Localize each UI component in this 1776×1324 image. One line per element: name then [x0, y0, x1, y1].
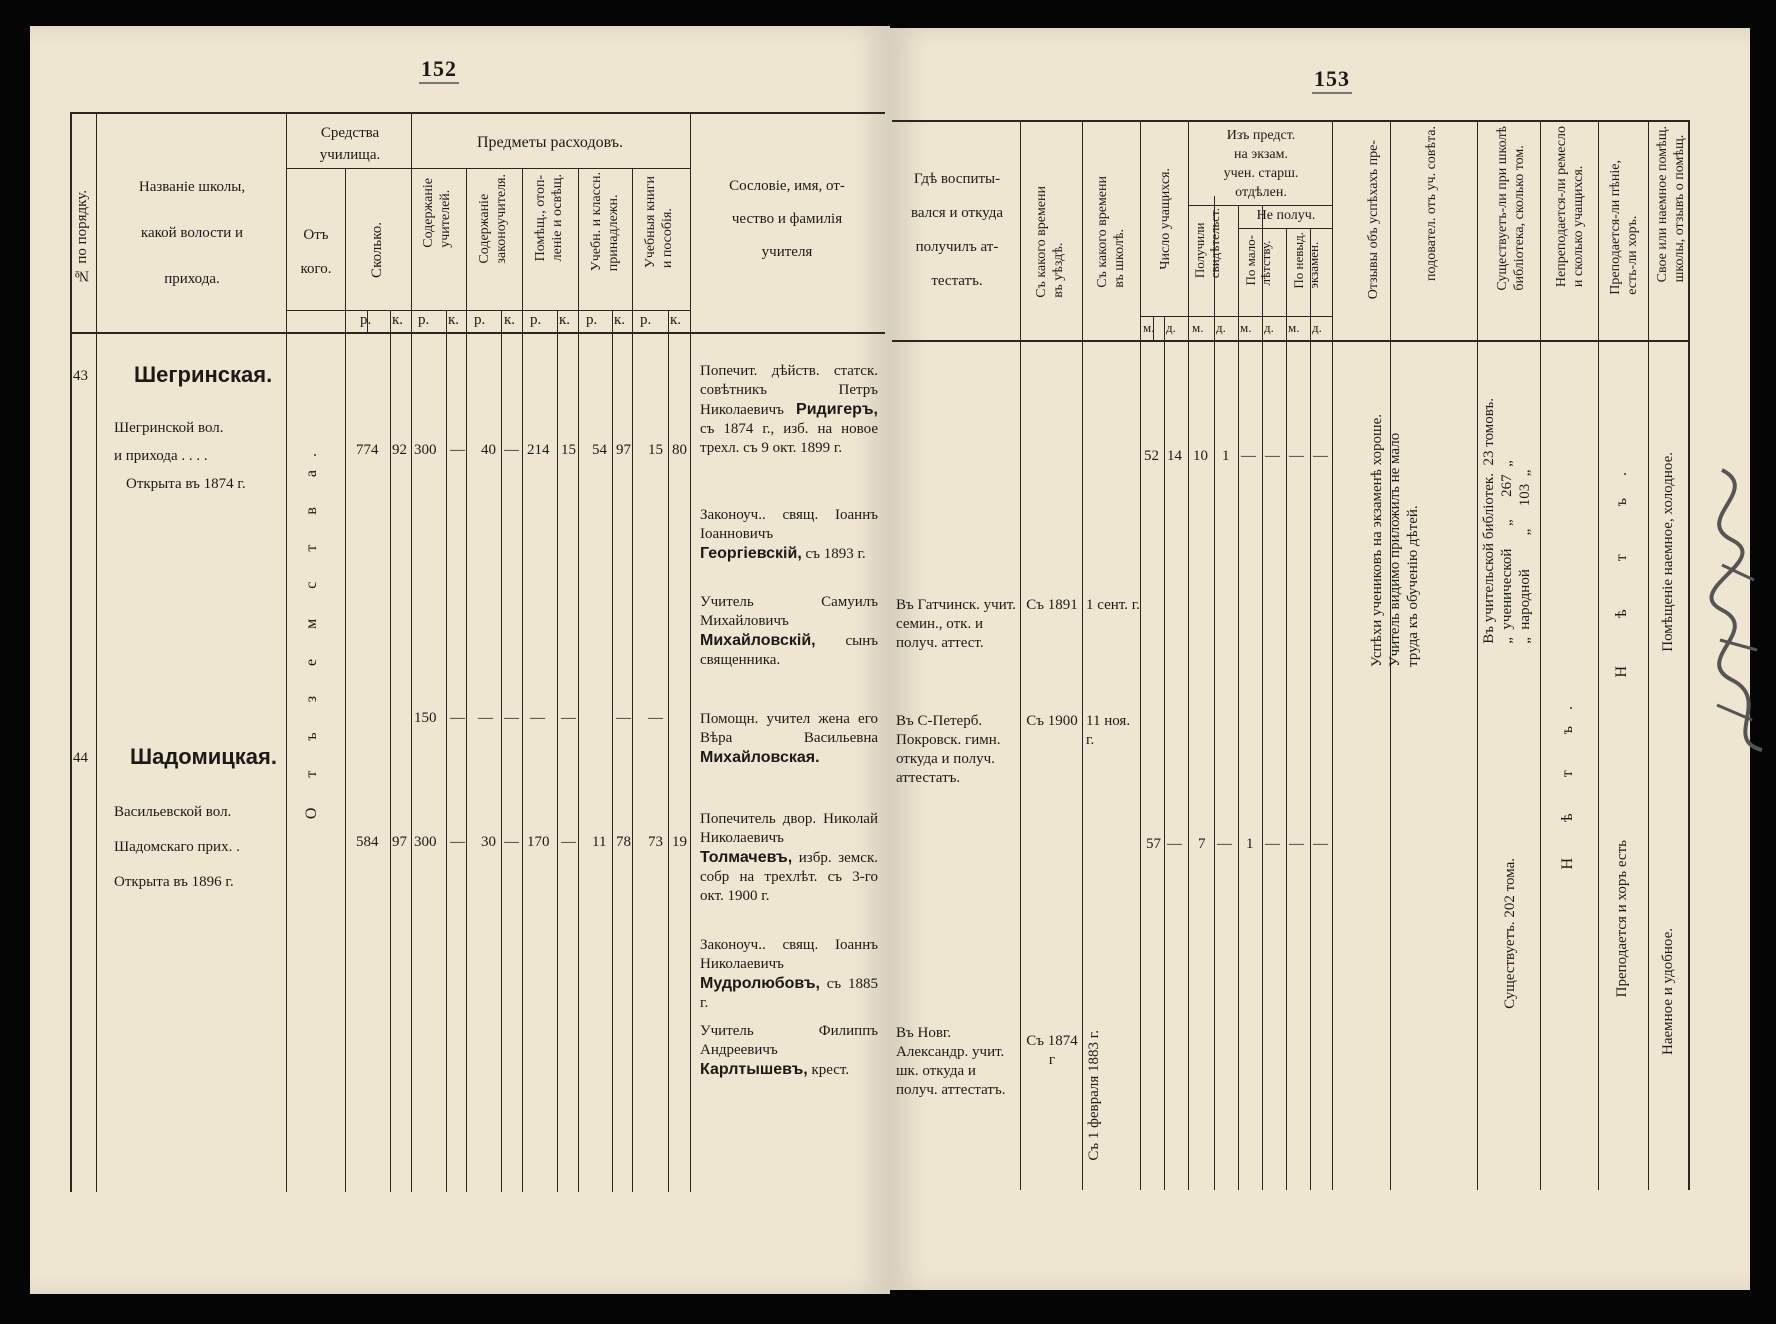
value: —	[450, 834, 465, 850]
header-line: въ уѣздѣ.	[1051, 242, 1066, 298]
header-line: свидѣтельст.	[1207, 208, 1222, 279]
rule	[1140, 316, 1332, 317]
female-mark: д.	[1312, 320, 1322, 335]
rule	[1332, 120, 1333, 1190]
value: —	[1217, 836, 1232, 852]
header-teacher	[692, 170, 882, 269]
value: 97	[616, 442, 631, 458]
kopeck-mark: к.	[392, 312, 404, 328]
remark-line: труда къ обученію дѣтей.	[1405, 505, 1421, 667]
rule	[892, 340, 1690, 342]
rule	[1214, 196, 1215, 1190]
since-school: 11 ноя. г.	[1086, 713, 1131, 748]
zemstvo-label: О т ъ з е м с т в а.	[303, 440, 320, 820]
rule	[1648, 120, 1649, 1190]
header-line: леніе и освѣщ.	[550, 174, 565, 262]
header-line: въ школѣ.	[1112, 228, 1127, 288]
value: 30	[481, 834, 496, 850]
since-school: Съ 1 февраля 1883 г.	[1086, 1030, 1102, 1161]
dash: —	[1313, 448, 1328, 464]
dash: —	[1241, 448, 1256, 464]
female-mark: д.	[1166, 320, 1176, 335]
school-detail-line: Шегринской вол.	[114, 420, 224, 436]
value: —	[504, 442, 519, 458]
header-line: вался и откуда	[910, 205, 1004, 221]
teacher-text: Законоуч.. свящ. Іоаннъ Николаевичъ	[700, 937, 878, 972]
header-school-name	[100, 164, 284, 302]
value: —	[450, 442, 465, 458]
since-uezd: Съ 1874 г	[1026, 1033, 1078, 1068]
value: 300	[414, 834, 437, 850]
school-details	[114, 414, 246, 498]
header-line: Существуетъ-ли при школѣ	[1495, 126, 1510, 291]
header-line: отдѣлен.	[1235, 185, 1287, 200]
value: 214	[527, 442, 550, 458]
teacher-text: Помощн. учител жена его Вѣра Васильевна	[700, 711, 878, 746]
signature-icon	[1692, 460, 1776, 760]
rule	[1164, 316, 1165, 1190]
building-remark: Наемное и удобное.	[1660, 928, 1676, 1055]
value: 584	[356, 834, 379, 850]
rule	[632, 168, 633, 1192]
header-line: Съ какого времени	[1034, 186, 1049, 298]
header-not-received: Не получ.	[1256, 208, 1316, 223]
singing-remark: Преподается и хоръ есть	[1614, 840, 1630, 998]
row-number: 43	[73, 368, 88, 384]
rule	[70, 332, 885, 334]
header-line: принадлежн.	[606, 194, 621, 272]
teacher-text: Учитель Филиппъ Андреевичъ	[700, 1023, 878, 1058]
rule	[1238, 205, 1239, 1190]
remark-line: Успѣхи учениковъ на экзаменѣ хороше.	[1369, 414, 1385, 667]
school-detail-line: Открыта въ 1874 г.	[126, 476, 246, 492]
rule	[1477, 120, 1478, 1190]
header-line: Изъ предст.	[1226, 128, 1296, 143]
header-line: тестатъ.	[931, 273, 983, 289]
row-number: 44	[73, 750, 88, 766]
header-exp-books	[642, 176, 676, 268]
header-how-much: Сколько.	[369, 222, 385, 278]
teacher-text: съ 1885 г.	[700, 976, 878, 1011]
teacher-text: избр. земск. собр на трехлѣт. съ 3-го окт. 1900 г.	[700, 850, 878, 904]
rule	[1688, 120, 1690, 1190]
header-line: Преподается-ли пѣніе,	[1608, 160, 1623, 295]
teacher-surname: Толмачевъ,	[700, 849, 793, 866]
header-received	[1192, 208, 1222, 278]
handwritten-signature	[1692, 460, 1776, 760]
value: 10	[1193, 448, 1208, 464]
rule	[1082, 120, 1083, 1190]
kopeck-mark: к.	[504, 312, 516, 328]
school-name: Шадомицкая.	[130, 744, 277, 769]
rule	[446, 310, 447, 1192]
education-entry: Въ Новг. Александр. учит. шк. откуда и получ. аттестатъ.	[896, 1025, 1006, 1098]
header-educated	[896, 162, 1018, 298]
value: 54	[592, 442, 607, 458]
remark-line: „ ученической „ 267 „	[1499, 460, 1515, 644]
value: —	[1167, 836, 1182, 852]
header-line: кого.	[300, 261, 332, 277]
dash: —	[450, 710, 465, 726]
value: 170	[527, 834, 550, 850]
school-detail-line: и прихода . . . .	[114, 448, 208, 464]
rule	[1540, 120, 1541, 1190]
dash: —	[1313, 836, 1328, 852]
value: 78	[616, 834, 631, 850]
header-line: Съ какого времени	[1095, 176, 1110, 288]
teacher-text: Учитель Самуилъ Михайловичъ	[700, 594, 878, 629]
remark-line: Въ учительской библіотек. 23 томовъ.	[1481, 398, 1497, 644]
value: —	[504, 834, 519, 850]
school-detail-line: Открыта въ 1896 г.	[114, 874, 234, 890]
rule	[286, 168, 690, 169]
value: 14	[1167, 448, 1182, 464]
dash: —	[530, 710, 545, 726]
value: 57	[1146, 836, 1161, 852]
dash: —	[616, 710, 631, 726]
value: 97	[392, 834, 407, 850]
rule	[286, 310, 690, 311]
rule	[1238, 228, 1332, 229]
header-line: на экзам.	[1234, 147, 1288, 162]
header-since-uezd	[1033, 186, 1067, 298]
dash: —	[1265, 448, 1280, 464]
rule	[286, 112, 287, 1192]
page-number-left: 152	[419, 56, 459, 84]
teacher-entry	[700, 810, 878, 906]
teacher-text: Попечитель двор. Николай Николаевичъ	[700, 811, 878, 846]
value: 15	[648, 442, 663, 458]
teacher-entry	[700, 710, 878, 768]
dash: —	[1265, 836, 1280, 852]
since-uezd: Съ 1900	[1026, 713, 1078, 729]
teacher-surname: Мудролюбовъ,	[700, 975, 820, 992]
dash: —	[561, 710, 576, 726]
page-number-right: 153	[1312, 66, 1352, 94]
kopeck-mark: к.	[448, 312, 460, 328]
teacher-surname: Карлтышевъ,	[700, 1061, 808, 1078]
header-from-whom	[288, 218, 344, 286]
dash: —	[1289, 836, 1304, 852]
header-exp-premises	[532, 174, 566, 261]
header-success-2: подовател. отъ уч. совѣта.	[1424, 126, 1439, 281]
header-line: какой волости и	[140, 225, 244, 241]
since-uezd: Съ 1891	[1026, 597, 1078, 613]
rule	[70, 112, 885, 114]
school-name: Шегринская.	[134, 362, 273, 387]
male-mark: м.	[1240, 320, 1252, 335]
education-entry: Въ С-Петерб. Покровск. гимн. откуда и получ. аттестатъ.	[896, 713, 1001, 786]
success-remark	[1368, 414, 1422, 667]
header-line: Сословіе, имя, от-	[729, 178, 845, 194]
ruble-mark: р.	[530, 312, 542, 328]
teacher-entry	[700, 1022, 878, 1080]
male-mark: м.	[1288, 320, 1300, 335]
header-line: Содержаніе	[477, 193, 492, 264]
header-singing	[1607, 160, 1641, 295]
header-exp-law	[476, 174, 510, 264]
header-pupils: Число учащихся.	[1158, 168, 1173, 270]
rule	[612, 310, 613, 1192]
rule	[690, 112, 691, 1192]
since-school: 1 сент. г.	[1086, 597, 1140, 613]
header-line: и пособія.	[660, 208, 675, 269]
header-minor	[1243, 235, 1273, 285]
header-success: Отзывы объ успѣхахъ пре-	[1366, 140, 1381, 300]
ruble-mark: р.	[360, 312, 372, 328]
header-line: Учебныя книги	[643, 176, 658, 269]
ruble-mark: р.	[418, 312, 430, 328]
value: 774	[356, 442, 379, 458]
remark-line: „ народной „ 103 „	[1517, 469, 1533, 644]
teacher-surname: Ридигеръ,	[796, 401, 878, 418]
rule	[390, 310, 391, 1192]
rule	[668, 310, 669, 1192]
rule	[501, 310, 502, 1192]
value: 73	[648, 834, 663, 850]
value: 19	[672, 834, 687, 850]
rule	[1020, 120, 1021, 1190]
rule	[892, 120, 1690, 122]
school-details	[114, 795, 240, 900]
rule	[411, 112, 412, 1192]
rule	[578, 168, 579, 1192]
education-entry: Въ Гатчинск. учит. семин., отк. и получ. аттест.	[896, 597, 1016, 651]
teacher-text: крест.	[811, 1062, 850, 1078]
value: 1	[1246, 836, 1254, 852]
rule	[466, 168, 467, 1192]
header-line: По мало-	[1243, 235, 1258, 286]
teacher-entry	[700, 593, 878, 670]
header-line: школы, отзывъ о помѣщ.	[1672, 134, 1687, 283]
header-exp-teachers	[420, 178, 454, 248]
header-line: Непреподается-ли ремесло	[1554, 126, 1569, 288]
ruble-mark: р.	[586, 312, 598, 328]
header-line: законоучителя.	[494, 174, 509, 264]
value: —	[561, 834, 576, 850]
header-line: Помѣщ., отоп-	[533, 174, 548, 262]
dash: —	[1289, 448, 1304, 464]
header-craft	[1553, 126, 1587, 287]
header-line: По невыд.	[1291, 232, 1306, 289]
header-library	[1494, 126, 1528, 291]
rule	[1140, 120, 1141, 1190]
teacher-entry	[700, 362, 878, 458]
library-remark: Существуетъ. 202 тома.	[1502, 858, 1518, 1009]
header-line: Отъ	[303, 227, 329, 243]
header-line: получилъ ат-	[915, 239, 999, 255]
header-line: учителей.	[438, 189, 453, 248]
ruble-mark: р.	[474, 312, 486, 328]
header-line: Содержаніе	[421, 178, 436, 248]
header-line: есть-ли хоръ.	[1625, 215, 1640, 295]
header-line: экзамен.	[1306, 241, 1321, 289]
building-remark: Помѣщеніе наемное, холодное.	[1660, 452, 1676, 652]
kopeck-mark: к.	[614, 312, 626, 328]
header-line: Учебн. и классн.	[589, 172, 604, 272]
dash: —	[504, 710, 519, 726]
header-line: учителя	[761, 244, 813, 260]
rule	[522, 168, 523, 1192]
header-expenses: Предметы расходовъ.	[476, 134, 624, 151]
rule	[96, 112, 97, 1192]
value: 300	[414, 442, 437, 458]
value: 92	[392, 442, 407, 458]
header-no: № по порядку.	[74, 190, 90, 284]
dash: —	[478, 710, 493, 726]
value: 80	[672, 442, 687, 458]
rule	[1286, 228, 1287, 1190]
teacher-text: съ 1874 г., изб. на новое трехл. съ 9 окт. 1899 г.	[700, 421, 878, 456]
header-building	[1654, 126, 1688, 282]
header-line: и сколько учащихся.	[1571, 165, 1586, 288]
remark-line: Учитель видимо приложилъ не мало	[1387, 432, 1403, 667]
teacher-text: Законоуч.. свящ. Іоаннъ Іоанновичъ	[700, 507, 878, 542]
header-since-school	[1094, 176, 1128, 288]
kopeck-mark: к.	[559, 312, 571, 328]
teacher-entry	[700, 936, 878, 1013]
value: 15	[561, 442, 576, 458]
male-mark: м.	[1192, 320, 1204, 335]
value: 7	[1198, 836, 1206, 852]
craft-remark: Н ѣ т ъ.	[1559, 690, 1576, 870]
female-mark: д.	[1216, 320, 1226, 335]
teacher-surname: Михайловская.	[700, 749, 820, 766]
teacher-text: съ 1893 г.	[805, 546, 866, 562]
rule	[345, 168, 346, 1192]
rule	[1598, 120, 1599, 1190]
header-exp-class	[588, 172, 622, 271]
value: 1	[1222, 448, 1230, 464]
header-line: библіотека, сколько том.	[1512, 145, 1527, 291]
header-line: прихода.	[164, 271, 220, 287]
header-line: Гдѣ воспиты-	[913, 171, 1001, 187]
header-line: учен. старш.	[1223, 166, 1299, 181]
teacher-text: Попечит. дѣйств. статск. совѣтникъ Петръ Николаевичъ	[700, 363, 878, 418]
female-mark: д.	[1264, 320, 1274, 335]
value: 52	[1144, 448, 1159, 464]
teacher-text: сынъ священника.	[700, 633, 878, 668]
header-line: Получили	[1192, 222, 1207, 279]
kopeck-mark: к.	[670, 312, 682, 328]
male-mark: м.	[1143, 320, 1155, 335]
header-line: Названіе школы,	[138, 179, 246, 195]
rule	[1262, 205, 1263, 1190]
rule	[70, 112, 72, 1192]
singing-remark: Н ѣ т ъ.	[1613, 450, 1630, 678]
teacher-surname: Георгіевскій,	[700, 545, 802, 562]
header-means: Средства училища.	[319, 125, 381, 163]
library-remark	[1480, 398, 1534, 644]
header-fail	[1291, 232, 1321, 289]
dash: —	[648, 710, 663, 726]
value: 40	[481, 442, 496, 458]
teacher-surname: Михайловскій,	[700, 632, 816, 649]
rule	[1188, 120, 1189, 1190]
value: 150	[414, 710, 437, 726]
school-detail-line: Васильевской вол.	[114, 804, 232, 820]
header-line: лѣтству.	[1258, 240, 1273, 286]
rule	[1310, 228, 1311, 1190]
header-presented	[1190, 126, 1332, 202]
header-line: чество и фамилія	[731, 211, 843, 227]
rule	[557, 310, 558, 1192]
header-line: Свое или наемное помѣщ.	[1655, 126, 1670, 283]
ruble-mark: р.	[640, 312, 652, 328]
value: 11	[592, 834, 607, 850]
teacher-entry	[700, 506, 878, 564]
school-detail-line: Шадомскаго прих. .	[114, 839, 240, 855]
